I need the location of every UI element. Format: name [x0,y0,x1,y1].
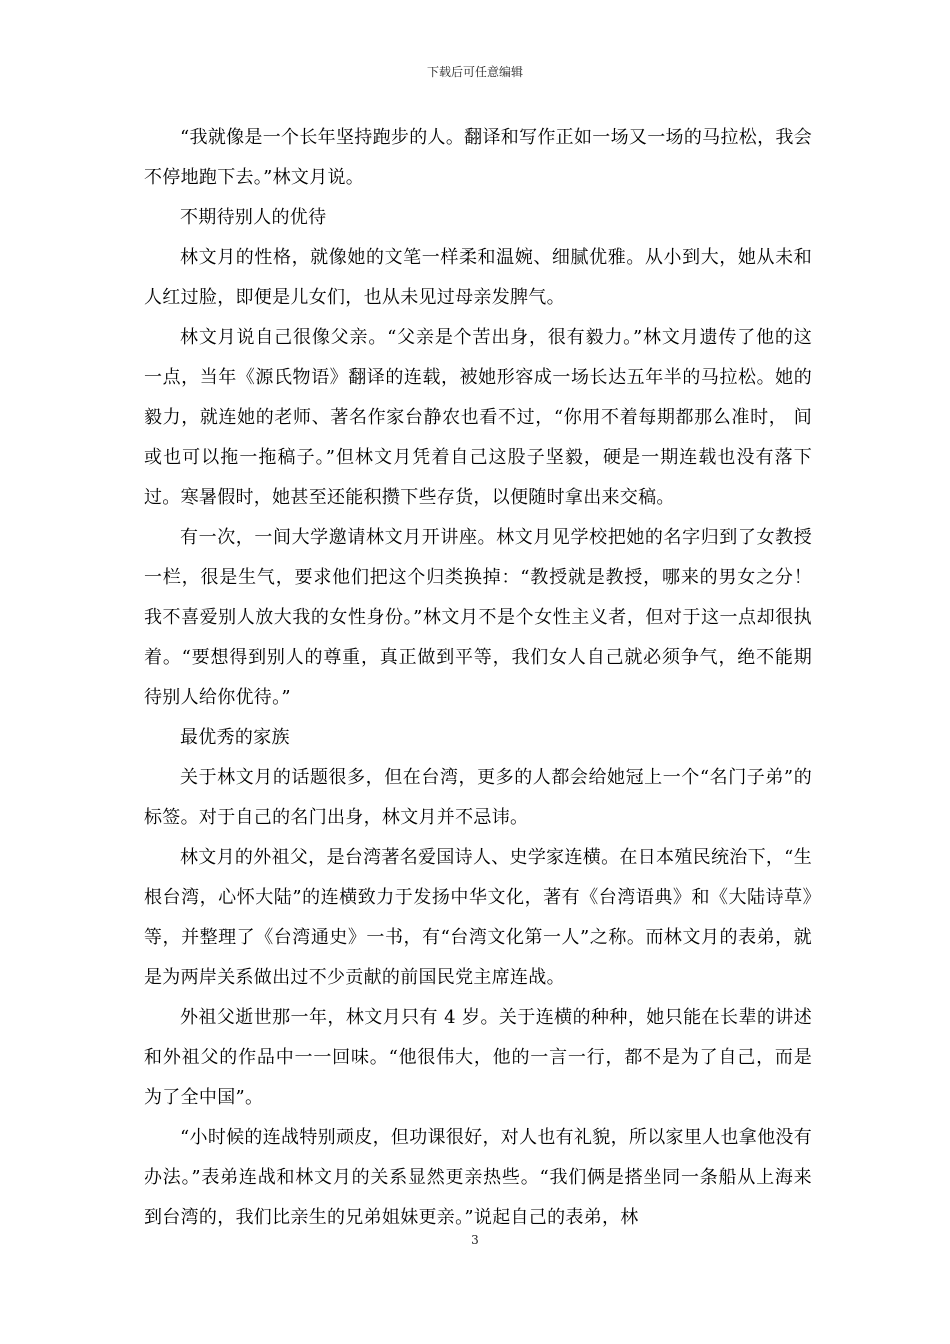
paragraph-grandfather-death: 外祖父逝世那一年，林文月只有 4 岁。关于连横的种种，她只能在长辈的讲述和外祖父的作品中一一回味。“他很伟大，他的一言一行，都不是为了自己，而是为了全中国”。 [144,1007,812,1108]
paragraph-famous-family: 关于林文月的话题很多，但在台湾，更多的人都会给她冠上一个“名门子弟”的标签。对于自己的名门出身，林文月并不忌讳。 [144,767,812,828]
paragraph-marathon-quote: “我就像是一个长年坚持跑步的人。翻译和写作正如一场又一场的马拉松，我会不停地跑下去。”林文月说。 [144,127,812,188]
page-number: 3 [471,1233,479,1247]
section-heading-best-family: 最优秀的家族 [180,727,290,748]
paragraph-personality: 林文月的性格，就像她的文笔一样柔和温婉、细腻优雅。从小到大，她从未和人红过脸，即便是儿女们，也从未见过母亲发脾气。 [144,247,812,308]
document-body [144,118,812,1238]
paragraph-grandfather: 林文月的外祖父，是台湾著名爱国诗人、史学家连横。在日本殖民统治下，“生根台湾，心怀大陆”的连横致力于发扬中华文化，著有《台湾语典》和《大陆诗草》等，并整理了《台湾通史》一书，有“台湾文化第一人”之称。而林文月的表弟，就是为两岸关系做出过不少贡献的前国民党主席连战。 [144,847,812,988]
page-header: 下载后可任意编辑 [426,65,523,79]
paragraph-cousin: “小时候的连战特别顽皮，但功课很好，对人也有礼貌，所以家里人也拿他没有办法。”表弟连战和林文月的关系显然更亲热些。“我们俩是搭坐同一条船从上海来到台湾的，我们比亲生的兄弟姐妹更亲。”说起自己的表弟，林 [144,1127,812,1228]
paragraph-like-father: 林文月说自己很像父亲。“父亲是个苦出身，很有毅力。”林文月遗传了他的这一点，当年《源氏物语》翻译的连载，被她形容成一场长达五年半的马拉松。她的毅力，就连她的老师、著名作家台静农也看不过，“你用不着每期都那么准时， 间或也可以拖一拖稿子。”但林文月凭着自己这股子坚毅，硬是一期连载也没有落下过。寒暑假时，她甚至还能积攒下些存货，以便随时拿出来交稿。 [144,327,812,508]
section-heading-no-special-treatment: 不期待别人的优待 [180,207,327,228]
paragraph-lecture-invitation: 有一次，一间大学邀请林文月开讲座。林文月见学校把她的名字归到了女教授一栏，很是生气，要求他们把这个归类换掉：“教授就是教授，哪来的男女之分！我不喜爱别人放大我的女性身份。”林文月不是个女性主义者，但对于这一点却很执着。“要想得到别人的尊重，真正做到平等，我们女人自己就必须争气，绝不能期待别人给你优待。” [144,527,812,708]
